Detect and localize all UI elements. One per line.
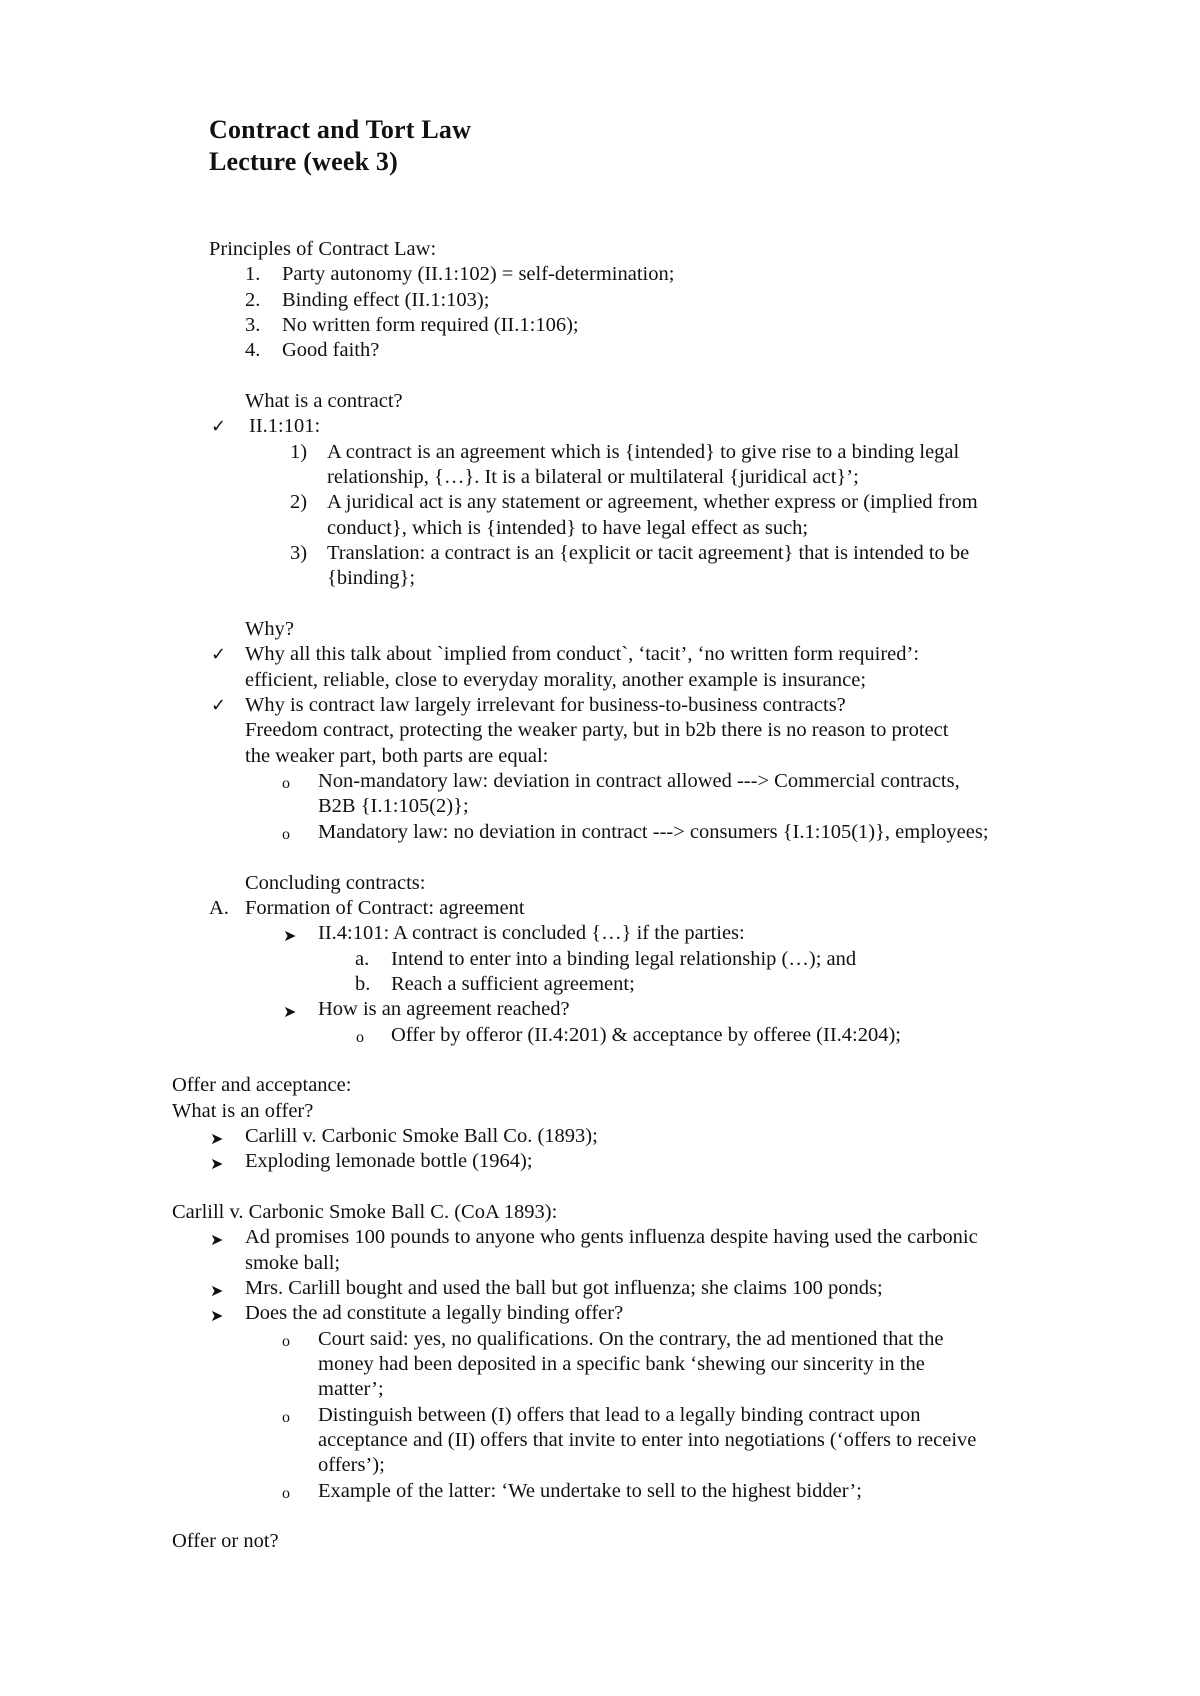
circle-bullet-icon: o	[282, 775, 290, 792]
list-item-line: relationship, {…}. It is a bilateral or multilateral {juridical act}’;	[327, 466, 859, 488]
circle-bullet-icon: o	[282, 826, 290, 843]
list-item: Binding effect (II.1:103);	[282, 289, 490, 311]
arrow-bullet-icon: ➤	[210, 1129, 224, 1148]
list-letter: b.	[355, 973, 371, 995]
arrow-bullet-icon: ➤	[210, 1306, 224, 1325]
list-item: How is an agreement reached?	[318, 998, 570, 1020]
arrow-bullet-icon: ➤	[283, 1002, 297, 1021]
document-title: Contract and Tort Law	[209, 115, 472, 144]
list-item-line: acceptance and (II) offers that invite to enter into negotiations (‘offers to receive	[318, 1429, 977, 1451]
list-item-line: Translation: a contract is an {explicit or tacit agreement} that is intended to be	[327, 542, 970, 564]
list-item-line: Non-mandatory law: deviation in contract allowed ---> Commercial contracts,	[318, 770, 960, 792]
list-item-line: Ad promises 100 pounds to anyone who gents influenza despite having used the carbonic	[245, 1226, 978, 1248]
list-item-line: Mrs. Carlill bought and used the ball but got influenza; she claims 100 ponds;	[245, 1277, 883, 1299]
list-item-line: A contract is an agreement which is {intended} to give rise to a binding legal	[327, 441, 960, 463]
list-item-line: smoke ball;	[245, 1252, 341, 1274]
paragraph-line: Why is contract law largely irrelevant for business-to-business contracts?	[245, 694, 846, 716]
list-item-line: offers’);	[318, 1454, 385, 1476]
list-item: Offer by offeror (II.4:201) & acceptance by offeree (II.4:204);	[391, 1024, 901, 1046]
list-number: 4.	[245, 339, 261, 361]
circle-bullet-icon: o	[282, 1333, 290, 1350]
offer-heading: Offer and acceptance:	[172, 1074, 352, 1096]
principles-heading: Principles of Contract Law:	[209, 238, 437, 260]
list-item: Exploding lemonade bottle (1964);	[245, 1150, 533, 1172]
list-number: 1.	[245, 263, 261, 285]
list-letter: A.	[209, 897, 229, 919]
arrow-bullet-icon: ➤	[210, 1154, 224, 1173]
list-number: 3.	[245, 314, 261, 336]
checkmark-icon: ✓	[211, 644, 227, 665]
list-letter: a.	[355, 948, 370, 970]
list-item: Formation of Contract: agreement	[245, 897, 525, 919]
paragraph-line: the weaker part, both parts are equal:	[245, 745, 549, 767]
arrow-bullet-icon: ➤	[283, 926, 297, 945]
list-item-line: Does the ad constitute a legally binding offer?	[245, 1302, 624, 1324]
paragraph-line: Freedom contract, protecting the weaker party, but in b2b there is no reason to protect	[245, 719, 949, 741]
concluding-heading: Concluding contracts:	[245, 872, 426, 894]
circle-bullet-icon: o	[282, 1409, 290, 1426]
list-item-line: Court said: yes, no qualifications. On the contrary, the ad mentioned that the	[318, 1328, 944, 1350]
list-item-line: Mandatory law: no deviation in contract ---> consumers {I.1:105(1)}, employees;	[318, 821, 989, 843]
final-question: Offer or not?	[172, 1530, 279, 1552]
list-item: II.4:101: A contract is concluded {…} if the parties:	[318, 922, 745, 944]
offer-question: What is an offer?	[172, 1100, 314, 1122]
article-reference: II.1:101:	[249, 415, 321, 437]
paragraph-line: efficient, reliable, close to everyday morality, another example is insurance;	[245, 669, 867, 691]
circle-bullet-icon: o	[356, 1029, 364, 1046]
paragraph-line: Why all this talk about `implied from conduct`, ‘tacit’, ‘no written form required’:	[245, 643, 920, 665]
list-item: Carlill v. Carbonic Smoke Ball Co. (1893);	[245, 1125, 598, 1147]
why-question: Why?	[245, 618, 294, 640]
list-item: Reach a sufficient agreement;	[391, 973, 635, 995]
checkmark-icon: ✓	[211, 416, 227, 437]
list-number: 2)	[290, 491, 308, 513]
circle-bullet-icon: o	[282, 1485, 290, 1502]
list-item-line: matter’;	[318, 1378, 384, 1400]
list-number: 1)	[290, 441, 308, 463]
list-item: Party autonomy (II.1:102) = self-determination;	[282, 263, 675, 285]
list-item: No written form required (II.1:106);	[282, 314, 579, 336]
document-subtitle: Lecture (week 3)	[209, 147, 398, 176]
list-item-line: conduct}, which is {intended} to have legal effect as such;	[327, 517, 809, 539]
arrow-bullet-icon: ➤	[210, 1281, 224, 1300]
list-item-line: A juridical act is any statement or agreement, whether express or (implied from	[327, 491, 978, 513]
arrow-bullet-icon: ➤	[210, 1230, 224, 1249]
list-item-line: Distinguish between (I) offers that lead to a legally binding contract upon	[318, 1404, 921, 1426]
list-item: Good faith?	[282, 339, 380, 361]
what-contract-question: What is a contract?	[245, 390, 403, 412]
list-item-line: B2B {I.1:105(2)};	[318, 795, 469, 817]
list-item-line: money had been deposited in a specific bank ‘shewing our sincerity in the	[318, 1353, 925, 1375]
list-item: Intend to enter into a binding legal relationship (…); and	[391, 948, 857, 970]
case-heading: Carlill v. Carbonic Smoke Ball C. (CoA 1893):	[172, 1201, 558, 1223]
checkmark-icon: ✓	[211, 695, 227, 716]
list-number: 2.	[245, 289, 261, 311]
list-item-line: {binding};	[327, 567, 416, 589]
list-item-line: Example of the latter: ‘We undertake to sell to the highest bidder’;	[318, 1480, 862, 1502]
list-number: 3)	[290, 542, 308, 564]
